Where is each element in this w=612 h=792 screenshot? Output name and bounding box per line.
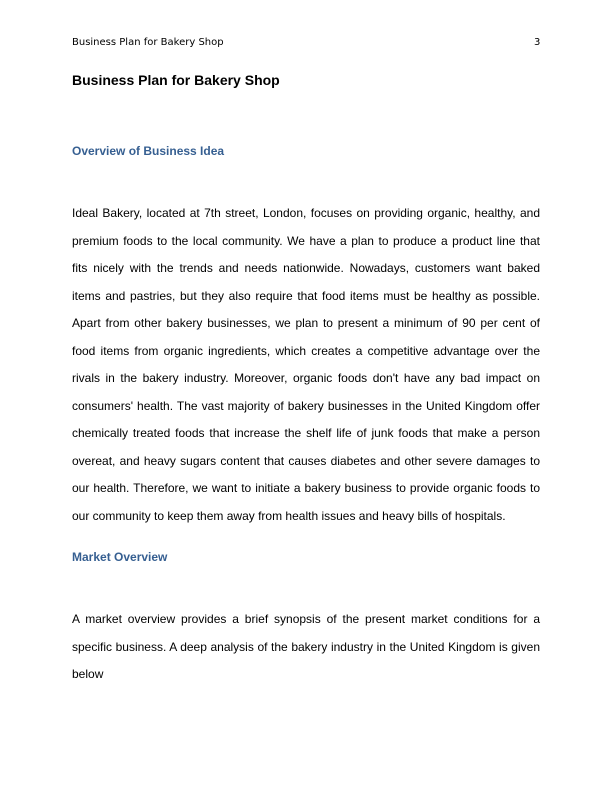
running-header: Business Plan for Bakery Shop [72, 37, 224, 48]
section-heading-market: Market Overview [72, 550, 168, 564]
market-paragraph: A market overview provides a brief synopsis of the present market conditions for a specific business. A deep analysis of the bakery industry in the United Kingdom is given below [72, 612, 540, 681]
section-heading-overview: Overview of Business Idea [72, 144, 225, 158]
page-number: 3 [534, 37, 541, 48]
document-title: Business Plan for Bakery Shop [72, 72, 280, 88]
overview-paragraph: Ideal Bakery, located at 7th street, London, focuses on providing organic, healthy, and premium foods to the local community. We have a plan to produce a product line that fits nicely with the trends and needs nationwide. Nowadays, customers want baked items and pastries, but they also require that food items must be healthy as possible. Apart from other bakery businesses, we plan to present a minimum of 90 per cent of food items from organic ingredients, which creates a competitive advantage over the rivals in the bakery industry. Moreover, organic foods don't have any bad impact on consumers' health. The vast majority of bakery businesses in the United Kingdom offer chemically treated foods that increase the shelf life of junk foods that make a person overeat, and heavy sugars content that causes diabetes and other severe damages to our health. Therefore, we want to initiate a bakery business to provide organic foods to our community to keep them away from health issues and heavy bills of hospitals. [72, 206, 540, 523]
